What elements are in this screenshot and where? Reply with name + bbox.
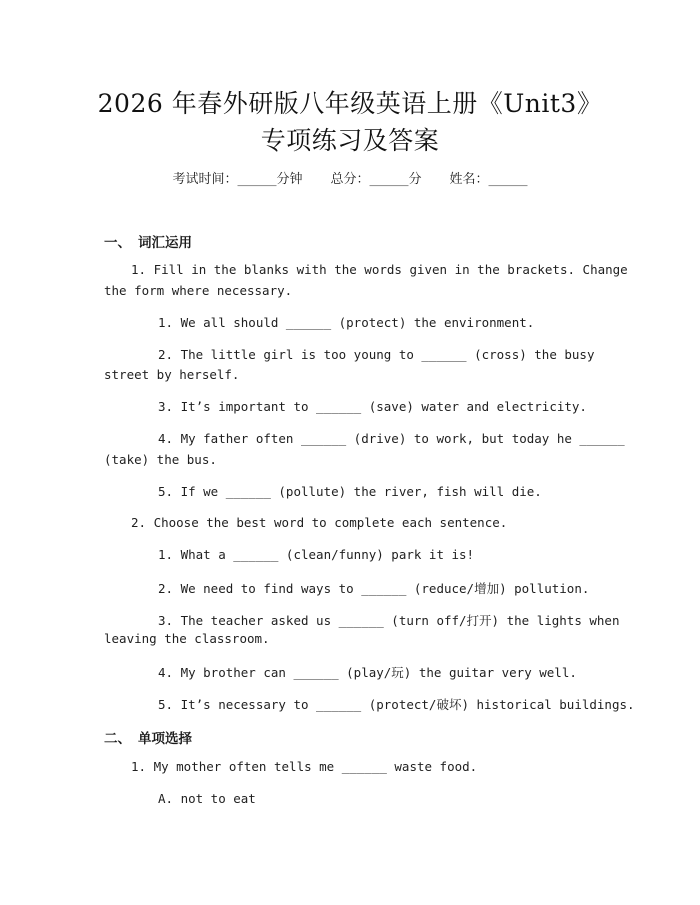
q2-item-2: 2. We need to find ways to ______ (reduce/增加) pollution. xyxy=(158,581,590,596)
document-title-line-1: 2026 年春外研版八年级英语上册《Unit3》 xyxy=(97,89,603,118)
section-heading-vocabulary xyxy=(104,231,192,251)
q1-item-2-cont: street by herself. xyxy=(104,367,240,382)
q1-item-4-cont: (take) the bus. xyxy=(104,452,217,467)
mc-question-1: 1. My mother often tells me ______ waste food. xyxy=(131,759,478,774)
q2-item-3-cont: leaving the classroom. xyxy=(104,631,270,646)
exam-info-line xyxy=(0,168,700,187)
student-name-label: 姓名：______ xyxy=(449,172,528,187)
section-number: 一、 xyxy=(104,235,131,251)
question-1-instruction-cont: the form where necessary. xyxy=(104,283,293,298)
q1-item-4: 4. My father often ______ (drive) to work, but today he ______ xyxy=(158,431,625,446)
mc-question-1-option-a: A. not to eat xyxy=(158,791,256,806)
q2-item-3: 3. The teacher asked us ______ (turn off/打开) the lights when xyxy=(158,613,620,628)
q2-item-4: 4. My brother can ______ (play/玩) the guitar very well. xyxy=(158,665,577,680)
q2-item-5: 5. It’s necessary to ______ (protect/破坏) historical buildings. xyxy=(158,697,635,712)
exam-time-label: 考试时间：______分钟 xyxy=(172,172,303,187)
q1-item-5: 5. If we ______ (pollute) the river, fish will die. xyxy=(158,484,542,499)
question-1-instruction: 1. Fill in the blanks with the words given in the brackets. Change xyxy=(131,262,628,277)
document-title-line-2: 专项练习及答案 xyxy=(260,126,440,155)
q1-item-3: 3. It’s important to ______ (save) water and electricity. xyxy=(158,399,587,414)
section-heading-multiple-choice xyxy=(104,727,192,747)
q2-item-1: 1. What a ______ (clean/funny) park it is! xyxy=(158,547,475,562)
section-title: 词汇运用 xyxy=(138,235,192,251)
q1-item-2: 2. The little girl is too young to ______ (cross) the busy xyxy=(158,347,595,362)
question-2-instruction: 2. Choose the best word to complete each sentence. xyxy=(131,515,508,530)
section-title: 单项选择 xyxy=(138,731,192,747)
q1-item-1: 1. We all should ______ (protect) the environment. xyxy=(158,315,535,330)
total-score-label: 总分：______分 xyxy=(330,172,422,187)
section-number: 二、 xyxy=(104,731,131,747)
